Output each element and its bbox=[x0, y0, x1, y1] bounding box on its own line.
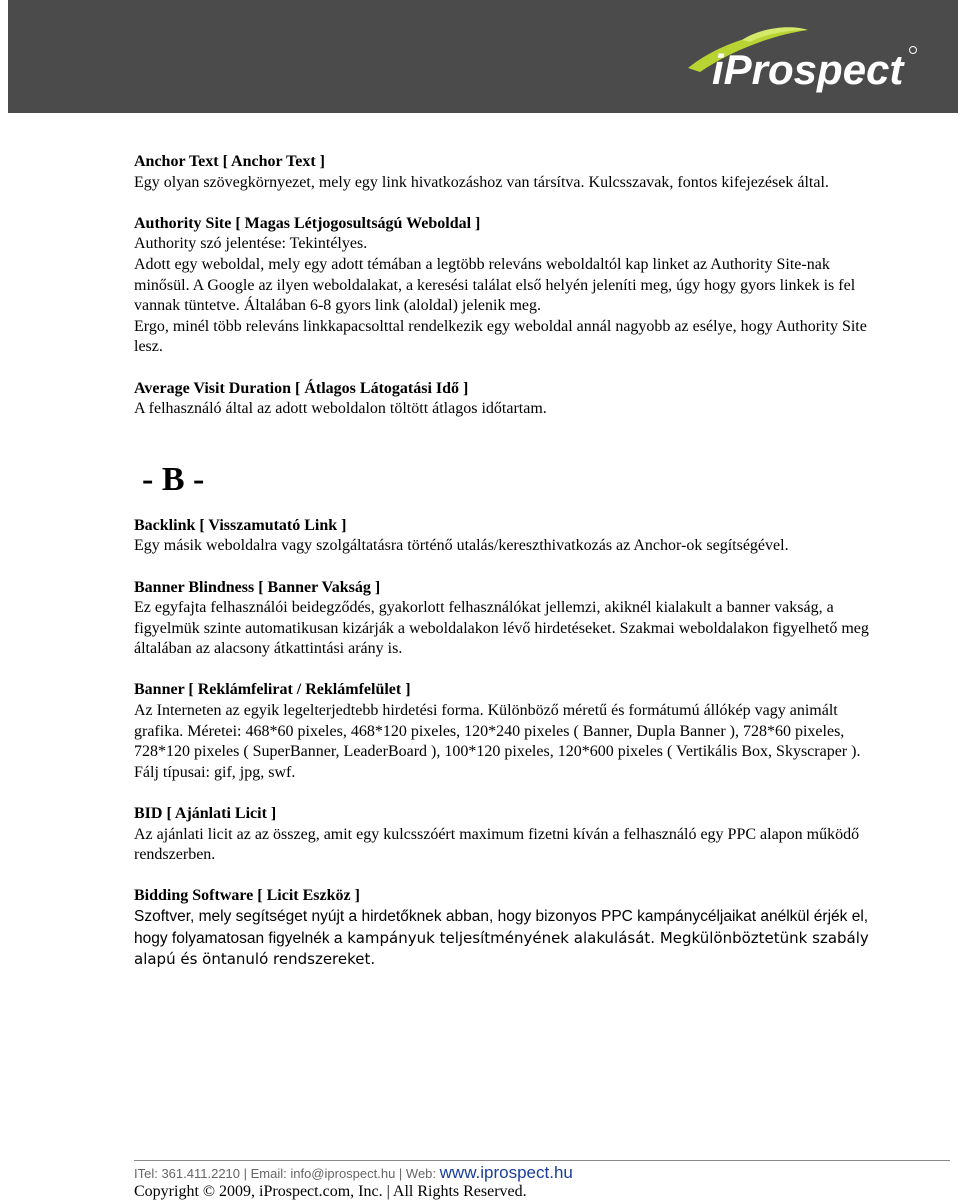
entry-term: Bidding Software [ Licit Eszköz ] bbox=[134, 887, 360, 905]
entry-term: Backlink [ Visszamutató Link ] bbox=[134, 516, 347, 534]
header-bar bbox=[8, 0, 958, 113]
logo-wordmark: iProspect bbox=[712, 46, 904, 93]
entry-term: Average Visit Duration [ Átlagos Látogatási Idő ] bbox=[134, 379, 469, 397]
entry-definition: Az ajánlati licit az az összeg, amit egy kulcsszóért maximum fizetni kíván a felhasználó egy PPC alapon működő rendszerben. bbox=[134, 825, 860, 864]
glossary-entry bbox=[134, 516, 874, 557]
entry-definition: Egy másik weboldalra vagy szolgáltatásra történő utalás/kereszthivatkozás az Anchor-ok segítségével. bbox=[134, 537, 789, 555]
entry-term: Anchor Text [ Anchor Text ] bbox=[134, 153, 325, 170]
entry-definition bbox=[134, 907, 874, 971]
footer-contact-text: ITel: 361.411.2210 | Email: info@iprospect.hu | Web: bbox=[134, 1166, 440, 1181]
entry-definition: Adott egy weboldal, mely egy adott témában a legtöbb releváns weboldaltól kap linket az Authority Site-nak minősül. A Google az ilyen weboldalakat, a keresési találat első helyén jeleníti meg, úgy hogy gyors linkek is fel vannak tüntetve. Általában 6-8 gyors link (aloldal) jelenik meg. bbox=[134, 255, 856, 315]
entry-definition: Authority szó jelentése: Tekintélyes. bbox=[134, 235, 368, 253]
glossary-entry bbox=[134, 804, 874, 866]
definition-part-1: Szoftver, mely segítséget nyújt a hirdetőknek abban, hogy bizonyos PPC kampánycéljaikat anélkül érjék el, hogy folyamatosan figyelnék a bbox=[134, 908, 869, 947]
glossary-entry bbox=[134, 152, 874, 193]
entry-term: Authority Site [ Magas Létjogosultságú Weboldal ] bbox=[134, 214, 481, 232]
glossary-entry bbox=[134, 214, 874, 358]
entry-term: BID [ Ajánlati Licit ] bbox=[134, 805, 277, 823]
glossary-entry bbox=[134, 578, 874, 660]
entry-term: Banner Blindness [ Banner Vakság ] bbox=[134, 578, 381, 596]
glossary-entry bbox=[134, 379, 874, 420]
entries-b bbox=[134, 516, 874, 866]
entry-definition: Ez egyfajta felhasználói beidegződés, gyakorlott felhasználókat jellemzi, akiknél kialakult a banner vakság, a figyelmük szinte automatikusan kizárják a weboldalakon lévő hirdetéseket. Szakmai weboldalakon figyelhető meg általában az alacsony átkattintási arány is. bbox=[134, 599, 869, 658]
logo-image bbox=[680, 20, 930, 100]
iprospect-logo bbox=[680, 20, 930, 100]
entries-a bbox=[134, 152, 874, 420]
glossary-entry-bidding-software bbox=[134, 886, 874, 970]
entry-definition: Az Interneten az egyik legelterjedtebb hirdetési forma. Különböző méretű és formátumú állókép vagy animált grafika. Méretei: 468*60 pixeles, 468*120 pixeles, 120*240 pixeles ( Banner, Dupla Banner ), 728*60 pixeles, 728*120 pixeles ( SuperBanner, LeaderBoard ), 100*120 pixeles, 120*600 pixeles ( Vertikális Box, Skyscraper ). Fálj típusai: gif, jpg, swf. bbox=[134, 702, 861, 781]
registered-mark-icon bbox=[910, 47, 917, 54]
footer-contact bbox=[134, 1163, 573, 1183]
definition-part-2: kampányuk teljesítményének alakulását. Megkülönböztetünk szabály alapú és öntanuló rendszereket. bbox=[134, 928, 869, 969]
glossary-content bbox=[134, 152, 874, 991]
glossary-entry bbox=[134, 680, 874, 783]
footer-web-link[interactable]: www.iprospect.hu bbox=[439, 1163, 573, 1182]
section-heading-b: - B - bbox=[142, 460, 205, 498]
footer-copyright: Copyright © 2009, iProspect.com, Inc. | All Rights Reserved. bbox=[134, 1183, 527, 1200]
entry-definition: A felhasználó által az adott weboldalon töltött átlagos időtartam. bbox=[134, 400, 547, 418]
footer-divider bbox=[134, 1160, 950, 1161]
entry-term: Banner [ Reklámfelirat / Reklámfelület ] bbox=[134, 681, 411, 699]
entry-definition: Egy olyan szövegkörnyezet, mely egy link hivatkozáshoz van társítva. Kulcsszavak, fontos kifejezések által. bbox=[134, 173, 829, 191]
entry-definition: Ergo, minél több releváns linkkapacsolttal rendelkezik egy weboldal annál nagyobb az esélye, hogy Authority Site lesz. bbox=[134, 317, 867, 356]
